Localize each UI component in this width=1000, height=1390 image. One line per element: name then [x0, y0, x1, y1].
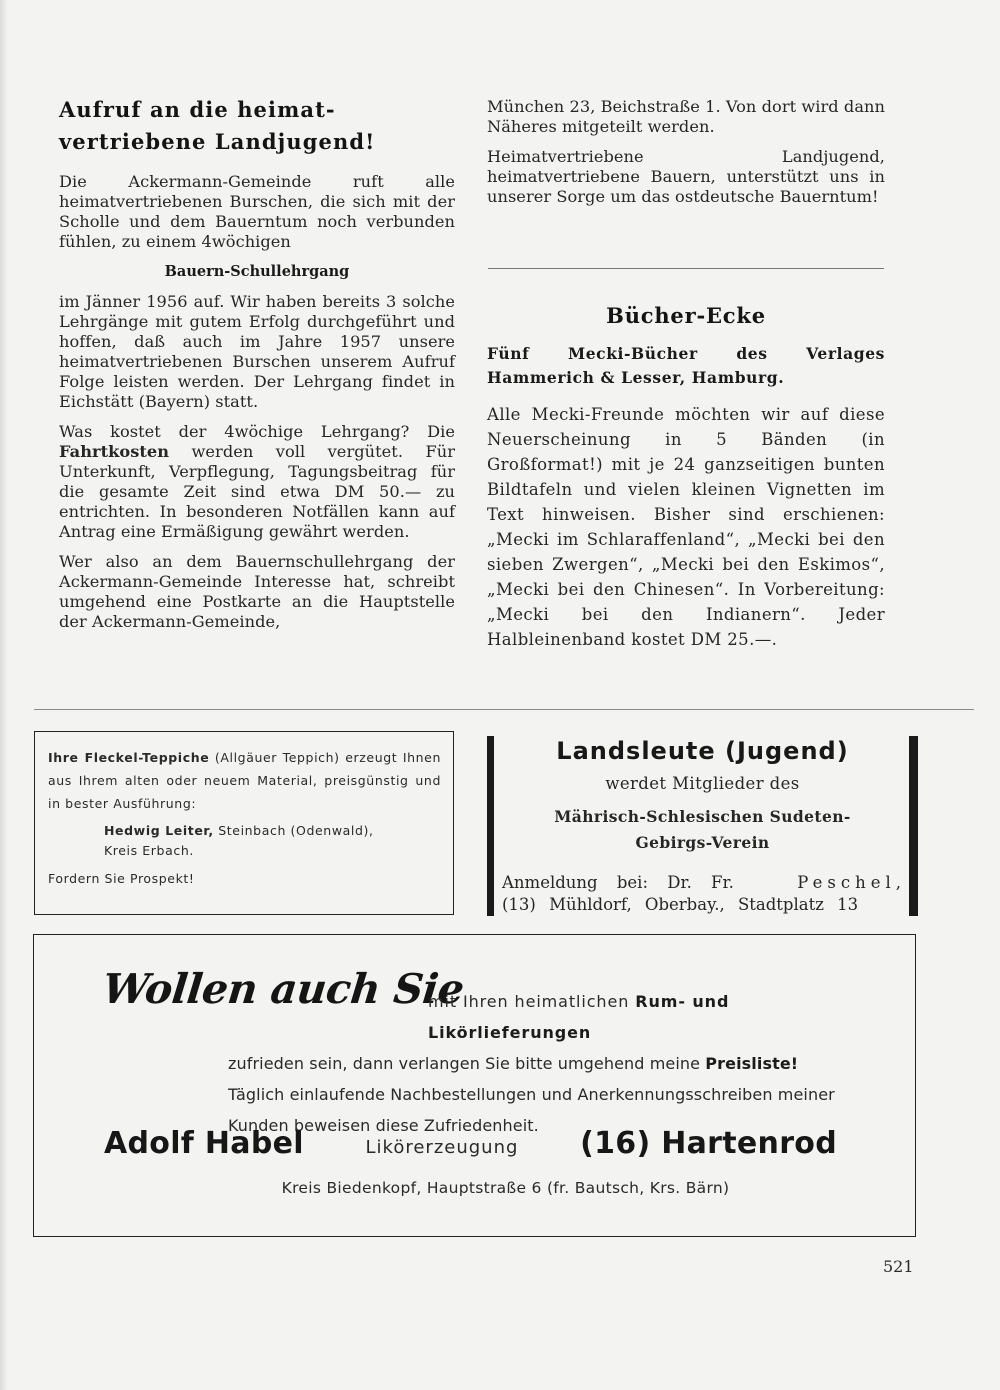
ad-landsleute-contact — [502, 872, 906, 916]
ad-landsleute-org — [487, 804, 918, 856]
article-appeal: Heimatvertriebene Landjugend, heimatvertriebene Bauern, unterstützt uns in unserer Sorge um das ostdeutsche Bauerntum! — [487, 147, 885, 206]
article-continuation: München 23, Beichstraße 1. Von dort wird dann Näheres mitgeteilt werden. — [487, 97, 885, 136]
ad-landsleute-title: Landsleute (Jugend) — [556, 737, 849, 765]
ad-landsleute-contact-address: (13) Mühldorf, Oberbay., Stadtplatz 13 — [502, 895, 859, 914]
ad-adolf-habel — [33, 934, 916, 1237]
ad-habel-first-line — [428, 986, 838, 1048]
ad-fleckel-address — [104, 821, 441, 861]
ad-fleckel-address-line-2: Kreis Erbach. — [104, 843, 194, 858]
ad-habel-text-3: Täglich einlaufende Nachbestellungen und Anerkennungsschreiben meiner Kunden beweisen diese Zufriedenheit. — [228, 1085, 835, 1135]
ad-habel-pricelist: Preisliste! — [705, 1054, 799, 1073]
ad-fleckel-teppiche — [34, 731, 454, 915]
ad-habel-company-row — [104, 1126, 837, 1161]
paragraph-3-rest: werden voll vergütet. Für Unterkunft, Verpflegung, Tagungsbeitrag für die gesamte Zeit sind etwa DM 50.— zu entrichten. In besonderen Notfällen kann auf Antrag eine Ermäßigung gewährt werden. — [59, 442, 456, 541]
article-intro: Die Ackermann-Gemeinde ruft alle heimatvertriebenen Burschen, die sich mit der Scholle und dem Bauerntum noch verbunden fühlen, zu einem 4wöchigen — [59, 172, 455, 251]
book-corner-subtitle: Fünf Mecki-Bücher des Verlages Hammerich & Lesser, Hamburg. — [487, 344, 885, 387]
ad-habel-company-type: Likörerzeugung — [365, 1137, 519, 1158]
ad-habel-company-name: Adolf Habel — [104, 1126, 304, 1161]
section-divider — [488, 268, 884, 269]
page-edge-shadow — [0, 0, 8, 1390]
ad-habel-postal-code: (16) — [580, 1126, 651, 1161]
headline-line-2: vertriebene Landjugend! — [59, 129, 376, 154]
headline-line-1: Aufruf an die heimat- — [59, 97, 336, 122]
ad-fleckel-name: Hedwig Leiter, — [104, 823, 214, 838]
article-right-column — [487, 97, 885, 217]
ad-habel-location — [580, 1126, 837, 1161]
book-corner-body: Alle Mecki-Freunde möchten wir auf diese Neuerscheinung in 5 Bänden (in Großformat!) mit je 24 ganzseitigen bunten Bildtafeln und vielen kleinen Vignetten im Text hinweisen. Bisher sind erschienen: „Mecki im Schlaraffenland“, „Mecki bei den sieben Zwergen“, „Mecki bei den Eskimos“, „Mecki bei den Chinesen“. In Vorbereitung: „Mecki bei den Indianern“. Jeder Halbleinenband kostet DM 25.—. — [487, 405, 885, 649]
article-left-column — [59, 94, 455, 642]
page-number: 521 — [883, 1257, 914, 1276]
ad-landsleute-org-line-1: Mährisch-Schlesischen Sudeten- — [554, 807, 851, 826]
ad-habel-headline: Wollen auch Sie — [100, 965, 467, 1013]
paragraph-3-start: Was kostet der 4wöchige Lehrgang? Die — [59, 422, 455, 441]
ad-fleckel-lead-rest: (Allgäuer Teppich) erzeugt Ihnen aus Ihrem alten oder neuem Material, preisgünstig und in bester Ausführung: — [48, 750, 441, 811]
ad-habel-address: Kreis Biedenkopf, Hauptstraße 6 (fr. Bautsch, Krs. Bärn) — [281, 1179, 730, 1197]
book-corner-section — [487, 302, 885, 662]
ad-fleckel-address-line-1: Steinbach (Odenwald), — [218, 823, 374, 838]
ad-landsleute — [487, 736, 918, 916]
ad-habel-town: Hartenrod — [661, 1126, 837, 1161]
ad-landsleute-org-line-2: Gebirgs-Verein — [635, 833, 770, 852]
ad-habel-text-1: mit Ihren heimatlichen — [428, 992, 630, 1011]
article-paragraph-3 — [59, 422, 455, 542]
ad-landsleute-line-2: werdet Mitglieder des — [605, 774, 800, 793]
article-headline — [59, 94, 455, 158]
article-paragraph-4: Wer also an dem Bauernschullehrgang der Ackermann-Gemeinde Interesse hat, schreibt umgehend eine Postkarte an die Hauptstelle der Ackermann-Gemeinde, — [59, 552, 455, 631]
ad-landsleute-contact-name: Peschel, — [797, 873, 906, 892]
ad-habel-body — [228, 986, 838, 1141]
ad-fleckel-closing: Fordern Sie Prospekt! — [48, 871, 195, 886]
book-corner-title: Bücher-Ecke — [606, 303, 766, 328]
article-paragraph-2: im Jänner 1956 auf. Wir haben bereits 3 solche Lehrgänge mit gutem Erfolg durchgeführt und hoffen, daß auch im Jahre 1957 unsere heimatvertriebenen Burschen unserem Aufruf Folge leisten werden. Der Lehrgang findet in Eichstätt (Bayern) statt. — [59, 292, 455, 411]
ads-divider — [34, 709, 974, 710]
ad-fleckel-lead-bold: Ihre Fleckel-Teppiche — [48, 750, 210, 765]
ad-habel-bold-1: Rum- und Likörlieferungen — [428, 992, 730, 1042]
course-name: Bauern-Schullehrgang — [164, 263, 350, 280]
ad-habel-text-2: zufrieden sein, dann verlangen Sie bitte umgehend meine — [228, 1054, 701, 1073]
ad-fleckel-lead — [48, 746, 441, 815]
ad-landsleute-contact-label: Anmeldung bei: Dr. Fr. — [502, 873, 734, 892]
travel-costs-bold: Fahrtkosten — [59, 442, 170, 461]
